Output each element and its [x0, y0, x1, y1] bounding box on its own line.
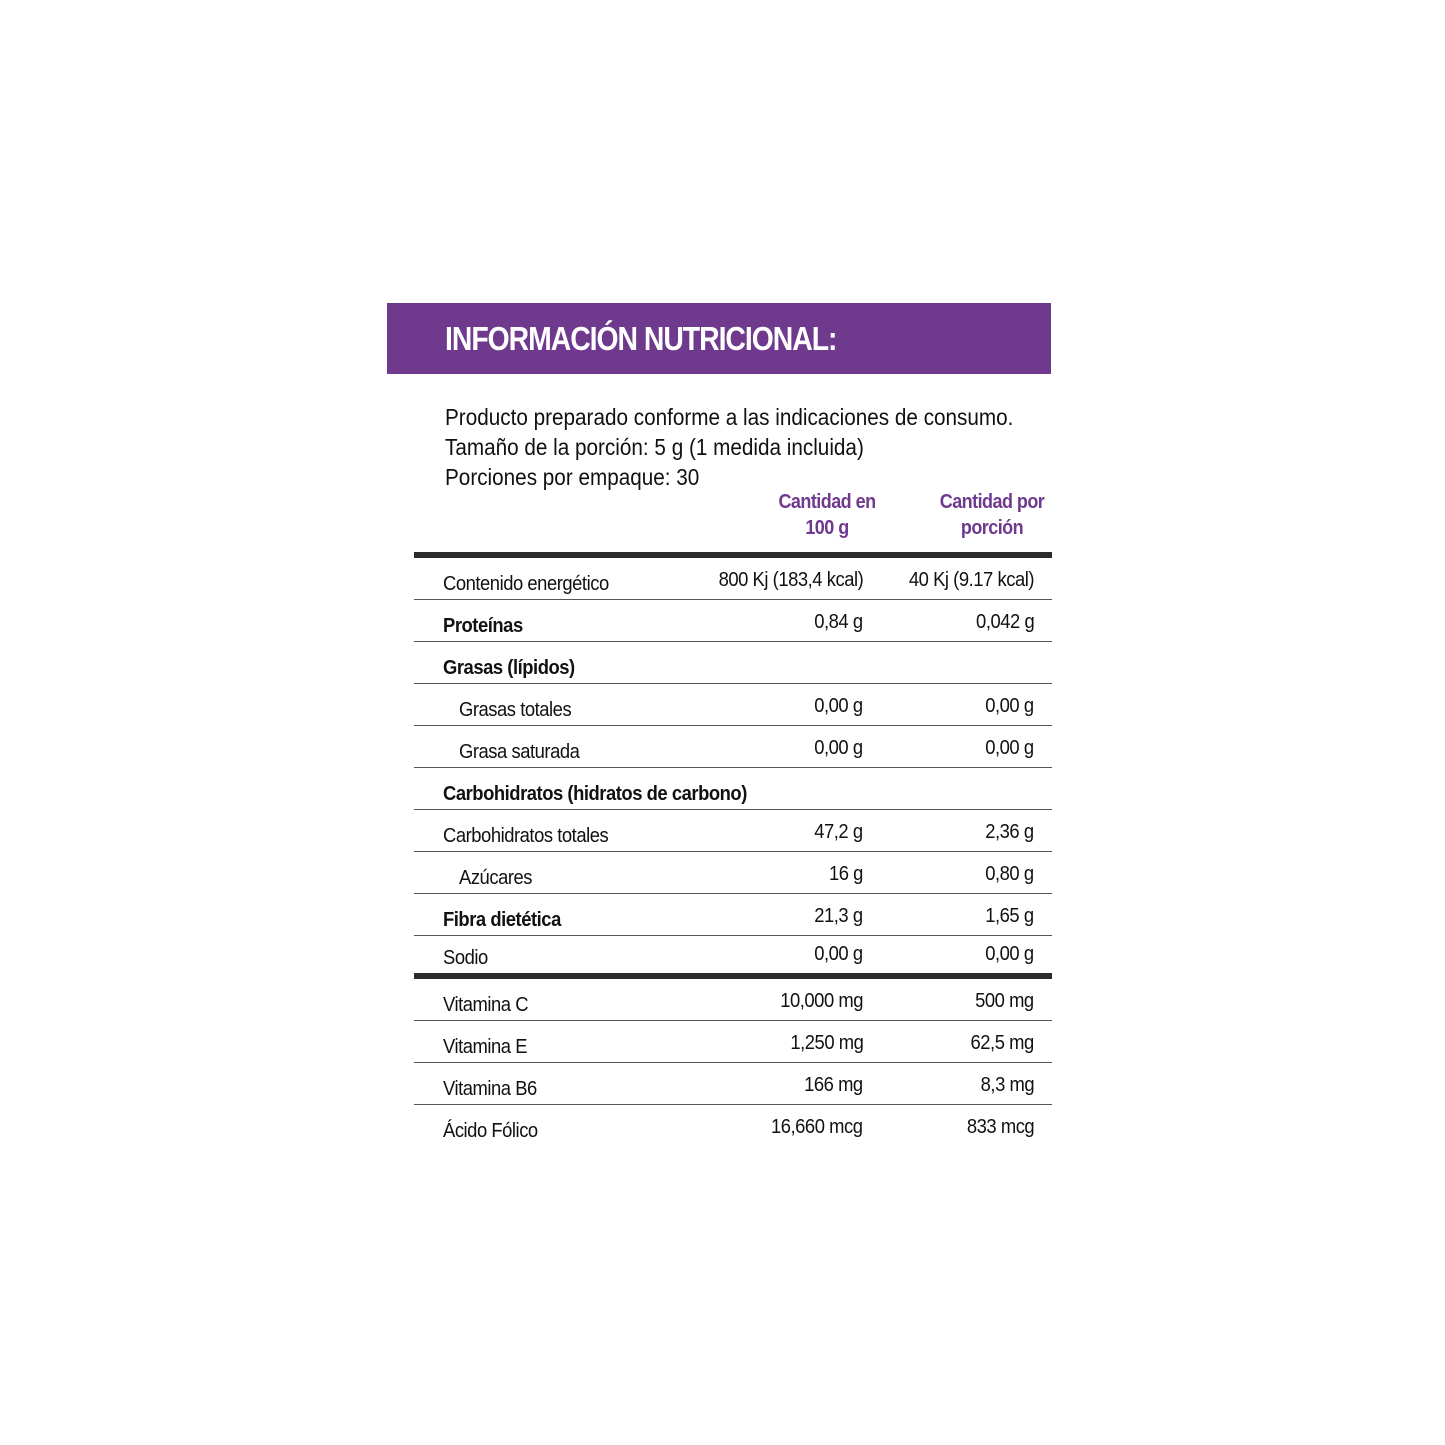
table-row — [414, 1021, 1052, 1063]
row-name: Vitamina E — [443, 1036, 528, 1058]
table-row — [414, 600, 1052, 642]
row-name: Sodio — [443, 947, 488, 969]
row-name: Carbohidratos (hidratos de carbono) — [443, 783, 747, 805]
row-name: Grasas (lípidos) — [443, 657, 575, 679]
row-value-per-100g: 0,00 g — [814, 943, 863, 965]
row-name: Ácido Fólico — [443, 1120, 538, 1142]
row-value-per-100g: 16 g — [829, 863, 863, 885]
table-row — [414, 979, 1052, 1021]
row-value-per-100g: 0,00 g — [814, 737, 863, 759]
row-value-per-portion: 2,36 g — [985, 821, 1034, 843]
table-row — [414, 642, 1052, 684]
table-row — [414, 936, 1052, 973]
row-value-per-portion: 0,00 g — [985, 737, 1034, 759]
row-name: Contenido energético — [443, 573, 609, 595]
row-value-per-portion: 62,5 mg — [970, 1032, 1034, 1054]
row-value-per-portion: 0,042 g — [975, 611, 1034, 633]
row-value-per-portion: 1,65 g — [985, 905, 1034, 927]
row-value-per-100g: 0,84 g — [814, 611, 863, 633]
intro-serving-size: Tamaño de la porción: 5 g (1 medida incluida) — [445, 434, 864, 460]
row-value-per-100g: 47,2 g — [814, 821, 863, 843]
intro-servings-per-package: Porciones por empaque: 30 — [445, 464, 700, 490]
table-row — [414, 852, 1052, 894]
row-value-per-portion: 0,80 g — [985, 863, 1034, 885]
row-name: Fibra dietética — [443, 909, 561, 931]
row-value-per-100g: 21,3 g — [814, 905, 863, 927]
page-title: INFORMACIÓN NUTRICIONAL: — [445, 320, 837, 357]
row-value-per-portion: 40 Kj (9.17 kcal) — [908, 569, 1034, 591]
column-header-per-portion-line1: Cantidad por — [939, 491, 1045, 513]
nutrition-table — [414, 552, 1052, 1146]
row-value-per-portion: 0,00 g — [985, 695, 1034, 717]
row-name: Proteínas — [443, 615, 523, 637]
row-value-per-portion: 0,00 g — [985, 943, 1034, 965]
row-value-per-portion: 833 mcg — [966, 1116, 1034, 1138]
column-header-per-100g-line2: 100 g — [805, 517, 849, 539]
row-name: Grasa saturada — [459, 741, 580, 763]
row-name: Grasas totales — [459, 699, 572, 721]
row-value-per-100g: 800 Kj (183,4 kcal) — [718, 569, 863, 591]
row-name: Vitamina B6 — [443, 1078, 537, 1100]
row-name: Vitamina C — [443, 994, 529, 1016]
row-value-per-100g: 10,000 mg — [780, 990, 863, 1012]
header-bar — [387, 303, 1051, 374]
table-row — [414, 810, 1052, 852]
column-header-per-portion-line2: porción — [960, 517, 1024, 539]
table-row — [414, 768, 1052, 810]
row-value-per-portion: 8,3 mg — [980, 1074, 1034, 1096]
table-row — [414, 558, 1052, 600]
row-value-per-100g: 166 mg — [804, 1074, 863, 1096]
intro-block — [445, 402, 1077, 492]
table-row — [414, 894, 1052, 936]
row-name: Carbohidratos totales — [443, 825, 609, 847]
row-value-per-100g: 16,660 mcg — [771, 1116, 863, 1138]
row-value-per-100g: 1,250 mg — [789, 1032, 863, 1054]
row-value-per-100g: 0,00 g — [814, 695, 863, 717]
row-name: Azúcares — [459, 867, 533, 889]
table-row — [414, 726, 1052, 768]
table-row — [414, 1063, 1052, 1105]
row-value-per-portion: 500 mg — [975, 990, 1034, 1012]
table-row — [414, 684, 1052, 726]
column-header-per-portion — [925, 489, 1058, 541]
column-header-per-100g-line1: Cantidad en — [778, 491, 876, 513]
table-row — [414, 1105, 1052, 1146]
intro-preparation: Producto preparado conforme a las indicaciones de consumo. — [445, 404, 1014, 430]
column-header-per-100g — [765, 489, 889, 541]
